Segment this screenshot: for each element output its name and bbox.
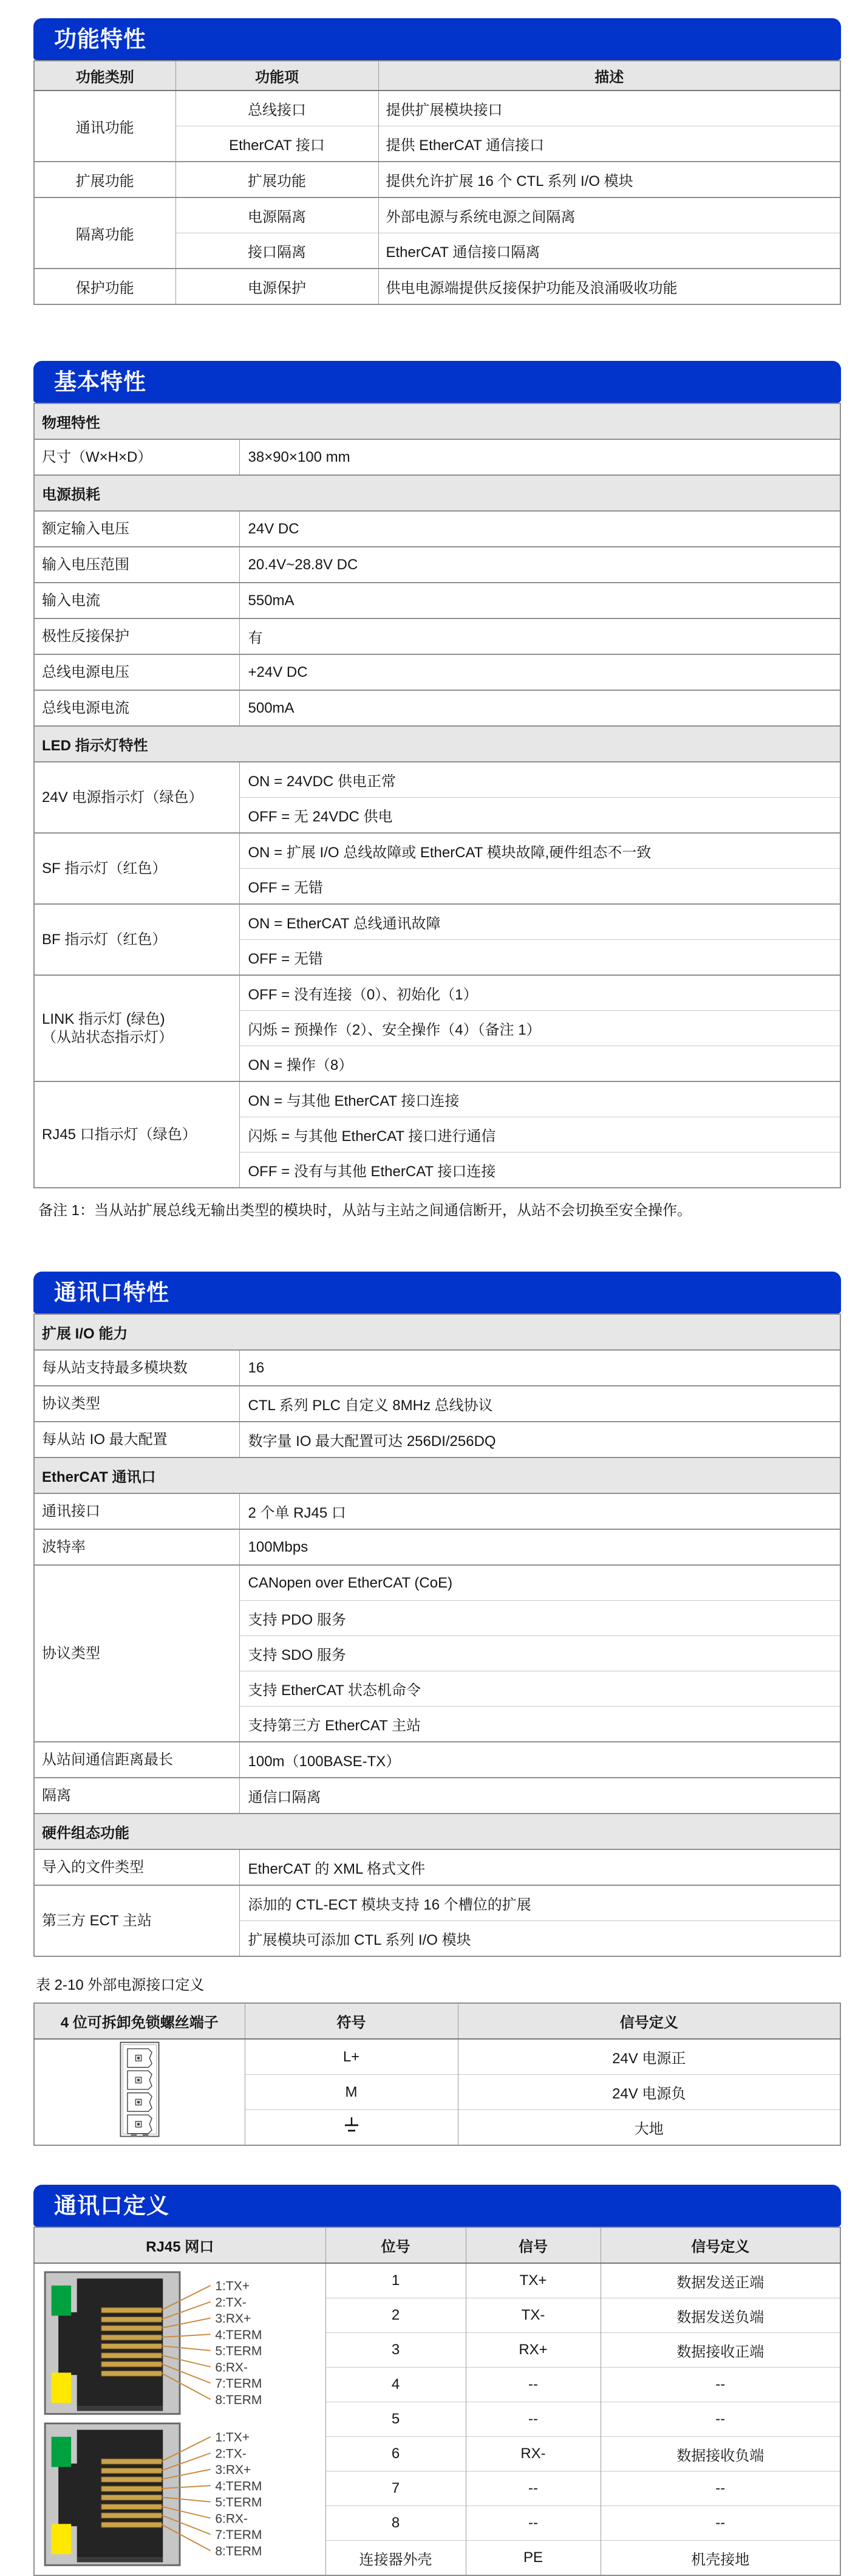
cell-value: 2 个单 RJ45 口 [239,1493,840,1529]
yellow-led [52,2524,72,2554]
cell-label: 第三方 ECT 主站 [34,1885,239,1956]
subsection-title: EtherCAT 通讯口 [34,1458,840,1493]
cell-desc: 提供扩展模块接口 [378,91,840,126]
cell-label: 尺寸（W×H×D） [34,439,239,475]
rj45-figure-cell [34,2263,325,2575]
table-row [34,547,840,583]
cell-pin: 2 [325,2298,466,2333]
cell-pin: 5 [325,2402,466,2437]
cell-pin: 1 [325,2263,466,2298]
cell-label: 波特率 [34,1529,239,1565]
cell-value: 添加的 CTL-ECT 模块支持 16 个槽位的扩展 [239,1885,840,1921]
cell-signal-def: 数据发送负端 [601,2298,840,2333]
cell-value: 100Mbps [239,1529,840,1565]
table-row [34,91,840,126]
cell-value: ON = 与其他 EtherCAT 接口连接 [239,1081,840,1117]
cell-label: 每从站支持最多模块数 [34,1350,239,1386]
column-header: 4 位可拆卸免锁螺丝端子 [34,2003,245,2039]
table-row [34,1849,840,1885]
cell-signal-def: -- [601,2472,840,2506]
subsection-row [34,475,840,511]
pin-labels [215,2431,262,2558]
subsection-title: 扩展 I/O 能力 [34,1314,840,1350]
cell-value: ON = 操作（8） [239,1046,840,1082]
section-title-comm: 通讯口特性 [33,1272,841,1314]
cell-value: 100m（100BASE-TX） [239,1742,840,1778]
power-interface-table [33,2002,841,2146]
rj45-connector-stack [35,2270,325,2568]
pin-label: 2:TX- [215,2295,247,2310]
cell-signal: -- [466,2472,601,2506]
cell-value: 支持 SDO 服务 [239,1636,840,1671]
section-title-basic: 基本特性 [33,361,841,403]
column-header: 位号 [325,2227,466,2263]
subsection-row [34,403,840,439]
pin-label: 4:TERM [215,2479,262,2493]
cell-label: 总线电源电压 [34,654,239,690]
table-header-row [34,2003,840,2039]
cell-item: 扩展功能 [175,162,378,197]
pin-label: 6:RX- [215,2512,248,2526]
cell-value: 支持 EtherCAT 状态机命令 [239,1671,840,1707]
column-header: RJ45 网口 [34,2227,325,2263]
column-header: 信号 [466,2227,601,2263]
table-row [34,197,840,233]
pin-label: 4:TERM [215,2328,262,2342]
cell-label: 协议类型 [34,1565,239,1742]
table-row [34,1350,840,1386]
table-row [34,269,840,304]
subsection-title: 电源损耗 [34,475,840,511]
portdef-table [33,2227,841,2576]
table-row [34,1778,840,1814]
cell-category: 通讯功能 [34,91,175,162]
cell-value: 扩展模块可添加 CTL 系列 I/O 模块 [239,1921,840,1957]
cell-value: CANopen over EtherCAT (CoE) [239,1565,840,1601]
pin-label: 1:TX+ [215,2430,250,2445]
cell-label: 协议类型 [34,1386,239,1422]
cell-item: EtherCAT 接口 [175,126,378,162]
datasheet-page [0,18,858,2568]
pin-label: 3:RX+ [215,2463,251,2478]
cell-label: 输入电压范围 [34,547,239,583]
cell-signal: PE [466,2541,601,2576]
table-row [34,1885,840,1921]
cell-pin: 8 [325,2506,466,2541]
cell-symbol: M [245,2075,458,2110]
cell-value: 闪烁 = 与其他 EtherCAT 接口进行通信 [239,1117,840,1153]
table-row [34,690,840,726]
subsection-title: 硬件组态功能 [34,1814,840,1849]
cell-signal-def: 24V 电源正 [458,2039,840,2075]
cell-signal: RX- [466,2437,601,2472]
cell-label: RJ45 口指示灯（绿色） [34,1081,239,1188]
green-led [52,2437,72,2467]
column-header: 符号 [245,2003,458,2039]
column-header: 信号定义 [458,2003,840,2039]
subsection-title: 物理特性 [34,403,840,439]
cell-value: 支持 PDO 服务 [239,1601,840,1636]
footnote: 备注 1：当从站扩展总线无输出类型的模块时，从站与主站之间通信断开，从站不会切换至安全操作。 [38,1202,692,1219]
led-label-line2: （从站状态指示灯） [42,1029,173,1046]
cell-desc: EtherCAT 通信接口隔离 [378,233,840,269]
pin-label: 6:RX- [215,2360,248,2375]
cell-pin: 6 [325,2437,466,2472]
table-row [34,618,840,654]
section-features [33,18,841,305]
cell-item: 电源隔离 [175,197,378,233]
table-row [34,904,840,940]
cell-signal: RX+ [466,2333,601,2368]
cell-pin: 4 [325,2368,466,2402]
pin-label: 2:TX- [215,2447,247,2461]
table-row [34,2039,840,2075]
terminal-block-figure-cell [34,2039,245,2145]
cell-desc: 外部电源与系统电源之间隔离 [378,197,840,233]
table-row [34,1529,840,1565]
rj45-base [77,2558,163,2563]
cell-pin: 7 [325,2472,466,2506]
table-row [34,1742,840,1778]
cell-value: 支持第三方 EtherCAT 主站 [239,1707,840,1742]
pin-label: 5:TERM [215,2495,262,2510]
subsection-row [34,1458,840,1493]
cell-value: ON = EtherCAT 总线通讯故障 [239,904,840,940]
cell-signal-def: 大地 [458,2110,840,2146]
comm-table [33,1314,841,1957]
cell-category: 保护功能 [34,269,175,304]
cell-value: CTL 系列 PLC 自定义 8MHz 总线协议 [239,1386,840,1422]
table-row [34,2263,840,2298]
cell-value: 有 [239,618,840,654]
cell-signal: -- [466,2368,601,2402]
cell-label: 24V 电源指示灯（绿色） [34,762,239,833]
rj45-connector-icon [43,2422,316,2568]
cell-desc: 提供 EtherCAT 通信接口 [378,126,840,162]
table-row [34,439,840,475]
cell-category: 隔离功能 [34,197,175,269]
cell-value: +24V DC [239,654,840,690]
pin-labels [215,2280,262,2407]
cell-signal-def: 机壳接地 [601,2541,840,2576]
cell-value: OFF = 无错 [239,869,840,905]
table-row [34,1386,840,1422]
column-header: 信号定义 [601,2227,840,2263]
pin-label: 3:RX+ [215,2312,251,2326]
section-basic [33,361,841,1219]
cell-label: 每从站 IO 最大配置 [34,1422,239,1458]
cell-label: BF 指示灯（红色） [34,904,239,975]
cell-signal: TX- [466,2298,601,2333]
table-row [34,1422,840,1458]
pin-label: 1:TX+ [215,2279,250,2293]
pin-label: 7:TERM [215,2377,262,2391]
cell-value: ON = 扩展 I/O 总线故障或 EtherCAT 模块故障,硬件组态不一致 [239,833,840,869]
cell-symbol: L+ [245,2039,458,2075]
cell-label: 导入的文件类型 [34,1849,239,1885]
cell-pin: 连接器外壳 [325,2541,466,2576]
section-comm [33,1272,841,2146]
cell-label: 总线电源电流 [34,690,239,726]
cell-value: ON = 24VDC 供电正常 [239,762,840,798]
pin-label: 8:TERM [215,2393,262,2407]
cell-label: 从站间通信距离最长 [34,1742,239,1778]
subsection-row [34,1814,840,1849]
subsection-row [34,726,840,762]
cell-signal-def: 数据发送正端 [601,2263,840,2298]
column-header: 功能类别 [34,61,175,91]
cell-value: OFF = 没有连接（0）、初始化（1） [239,975,840,1011]
cell-value: 20.4V~28.8V DC [239,547,840,583]
cell-value: 500mA [239,690,840,726]
subsection-title: LED 指示灯特性 [34,726,840,762]
cell-signal-def: -- [601,2368,840,2402]
led-label-line1: LINK 指示灯 (绿色) [42,1010,165,1027]
cell-value: 数字量 IO 最大配置可达 256DI/256DQ [239,1422,840,1458]
cell-value: 通信口隔离 [239,1778,840,1814]
table-row [34,975,840,1011]
table-header-row [34,2227,840,2263]
cell-label: SF 指示灯（红色） [34,833,239,904]
table-row [34,833,840,869]
green-led [52,2286,72,2316]
cell-signal-def: -- [601,2506,840,2541]
cell-pin: 3 [325,2333,466,2368]
cell-label: 额定输入电压 [34,511,239,547]
subsection-row [34,1314,840,1350]
cell-value: EtherCAT 的 XML 格式文件 [239,1849,840,1885]
cell-signal-def: 数据接收负端 [601,2437,840,2472]
table-row [34,511,840,547]
pin-label: 8:TERM [215,2544,262,2558]
basic-table [33,403,841,1188]
table-header-row [34,61,840,91]
table-row [34,1081,840,1117]
cell-desc: 供电电源端提供反接保护功能及浪涌吸收功能 [378,269,840,304]
cell-signal-def: 24V 电源负 [458,2075,840,2110]
rj45-base [77,2406,163,2411]
section-title-features: 功能特性 [33,18,841,60]
table-row [34,583,840,618]
pin-label: 7:TERM [215,2528,262,2543]
screw-terminal-icon [114,2040,166,2140]
section-title-portdef: 通讯口定义 [33,2185,841,2227]
cell-item: 接口隔离 [175,233,378,269]
cell-signal: TX+ [466,2263,601,2298]
cell-label [34,975,239,1081]
cell-label: 通讯接口 [34,1493,239,1529]
page-content [33,18,841,2576]
cell-label: 输入电流 [34,583,239,618]
cell-desc: 提供允许扩展 16 个 CTL 系列 I/O 模块 [378,162,840,197]
cell-label: 极性反接保护 [34,618,239,654]
cell-value: 16 [239,1350,840,1386]
pin-label: 5:TERM [215,2344,262,2358]
cell-item: 电源保护 [175,269,378,304]
table-caption: 表 2-10 外部电源接口定义 [36,1977,205,1993]
table-row [34,1565,840,1601]
cell-signal: -- [466,2402,601,2437]
cell-value: 550mA [239,583,840,618]
cell-signal-def: 数据接收正端 [601,2333,840,2368]
cell-item: 总线接口 [175,91,378,126]
yellow-led [52,2372,72,2403]
features-table [33,60,841,305]
rj45-connector-icon [43,2270,316,2417]
cell-signal: -- [466,2506,601,2541]
cell-category: 扩展功能 [34,162,175,197]
cell-value: 24V DC [239,511,840,547]
cell-label: 隔离 [34,1778,239,1814]
column-header: 描述 [378,61,840,91]
cell-value: OFF = 无错 [239,940,840,976]
cell-signal-def: -- [601,2402,840,2437]
cell-value: OFF = 没有与其他 EtherCAT 接口连接 [239,1153,840,1188]
cell-value: 闪烁 = 预操作（2）、安全操作（4）（备注 1） [239,1011,840,1046]
cell-value: 38×90×100 mm [239,439,840,475]
column-header: 功能项 [175,61,378,91]
table-row [34,654,840,690]
table-row [34,162,840,197]
table-row [34,1493,840,1529]
earth-symbol-cell [245,2110,458,2146]
table-row [34,762,840,798]
section-portdef [33,2185,841,2576]
earth-ground-icon [342,2115,361,2135]
cell-value: OFF = 无 24VDC 供电 [239,798,840,834]
